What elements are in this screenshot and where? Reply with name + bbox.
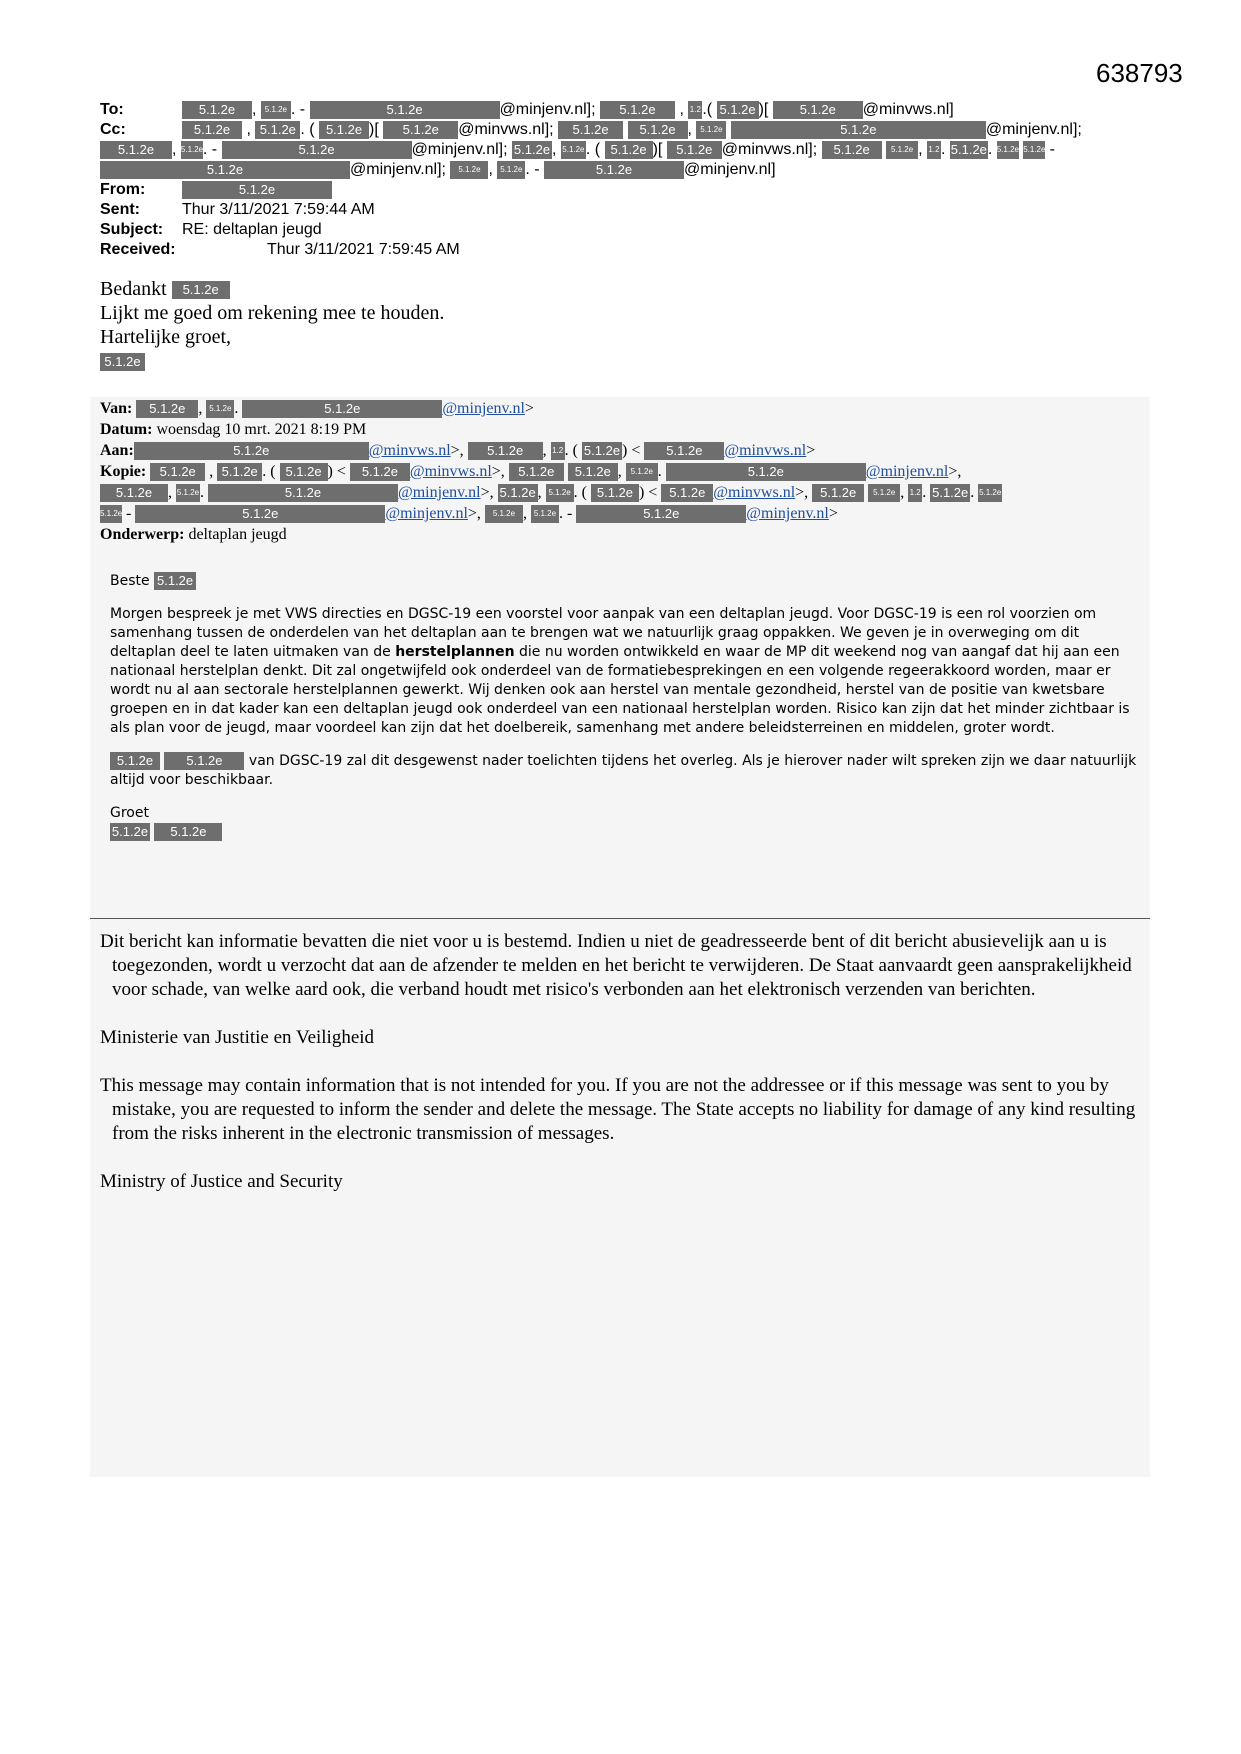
onderwerp-value: deltaplan jeugd	[188, 526, 287, 543]
redaction: 5.1.2e	[568, 463, 618, 481]
email-link[interactable]: @minvws.nl	[409, 463, 492, 480]
redaction: 5.1.2e	[509, 463, 564, 481]
redaction: 5.1.2e	[150, 463, 205, 481]
redaction: 5.1.2e	[319, 121, 369, 139]
redaction: 5.1.2e	[886, 141, 918, 159]
greeting: Beste	[110, 573, 150, 589]
redaction: 5.1.2e	[544, 161, 684, 179]
reply-line: Lijkt me goed om rekening mee te houden.	[100, 302, 445, 324]
email-link[interactable]: @minjenv.nl	[398, 484, 481, 501]
redaction: 5.1.2e	[310, 101, 500, 119]
email-link[interactable]: @minjenv.nl	[385, 505, 468, 522]
redaction: 5.1.2e	[261, 101, 291, 119]
redaction: 5.1.2e	[350, 463, 410, 481]
received-row	[100, 240, 1155, 260]
email-domain: @minvws.nl]	[862, 101, 954, 118]
redaction: 5.1.2e	[812, 484, 864, 502]
redaction: 5.1.2e	[176, 484, 200, 502]
to-row: To: 5.1.2e , 5.1.2e . - 5.1.2e @minjenv.nl]; 5.1.2e , 1.2.( 5.1.2e )[ 5.1.2e @minvws.nl]	[100, 101, 954, 118]
kopie-row: Kopie: 5.1.2e , 5.1.2e . ( 5.1.2e ) < 5.1.2e @minvws.nl>, 5.1.2e 5.1.2e , 5.1.2e . 5.1.2e @minjenv.nl>,	[100, 463, 962, 480]
van-row: Van: 5.1.2e , 5.1.2e . 5.1.2e @minjenv.nl>	[100, 400, 534, 417]
email-link[interactable]: @minjenv.nl	[746, 505, 829, 522]
redaction: 5.1.2e	[182, 181, 332, 199]
kopie-row-cont: 5.1.2e , 5.1.2e. 5.1.2e @minjenv.nl>, 5.1.2e , 5.1.2e . ( 5.1.2e ) < 5.1.2e @minvws.nl>, 5.1.2e 5.1.2e , 1.2. 5.1.2e . 5.1.2e	[100, 482, 1150, 503]
redaction: 5.1.2e	[667, 141, 722, 159]
redaction: 5.1.2e	[255, 121, 300, 139]
onderwerp-row	[100, 524, 1150, 545]
received-label: Received:	[100, 241, 176, 258]
reply-line	[100, 277, 444, 301]
redaction: 5.1.2e	[576, 505, 746, 523]
redaction: 5.1.2e	[181, 141, 203, 159]
redaction: 5.1.2e	[773, 101, 863, 119]
received-value: Thur 3/11/2021 7:59:45 AM	[267, 241, 460, 258]
cc-row-cont: 5.1.2e , 5.1.2e. - 5.1.2e @minjenv.nl]; 5.1.2e , 5.1.2e. ( 5.1.2e )[ 5.1.2e @minvws.nl]; 5.1.2e 5.1.2e , 1.2. 5.1.2e. 5.1.2e 5.1.2e -	[100, 140, 1155, 160]
disclaimer	[100, 930, 1140, 1218]
redaction: 5.1.2e	[997, 141, 1019, 159]
redaction: 5.1.2e	[135, 505, 385, 523]
email-link[interactable]: @minvws.nl	[368, 442, 451, 459]
redaction: 1.2	[688, 101, 702, 119]
redaction: 5.1.2e	[134, 442, 369, 460]
redaction: 5.1.2e	[513, 141, 551, 157]
sent-label: Sent:	[100, 201, 140, 218]
email-domain: @minjenv.nl];	[499, 101, 596, 118]
redaction: 5.1.2e	[558, 121, 623, 139]
redaction: 5.1.2e	[182, 121, 242, 139]
redaction: 5.1.2e	[868, 484, 900, 502]
from-row	[100, 180, 1155, 200]
email-domain: @minvws.nl];	[721, 141, 818, 158]
redaction: 5.1.2e	[661, 484, 713, 502]
sent-row	[100, 200, 1155, 220]
van-label: Van:	[100, 400, 133, 417]
datum-value: woensdag 10 mrt. 2021 8:19 PM	[156, 421, 367, 438]
redaction: 5.1.2e	[208, 484, 398, 502]
redaction: 5.1.2e	[1023, 141, 1045, 159]
email-domain: @minjenv.nl]	[684, 161, 776, 178]
cc-label: Cc:	[100, 121, 126, 138]
message-text: Morgen bespreek je met VWS directies en DGSC-19 een voorstel voor aanpak van een deltaplan jeugd. Voor DGSC-19 is een rol voorzien om samenhang tussen de onderdelen van het deltaplan aan te brengen wat we natuurlijk graag oppakken. We geven je in overweging om dit deltaplan deel te laten uitmaken van de	[110, 606, 1097, 660]
redaction: 5.1.2e	[111, 824, 149, 839]
redaction: 5.1.2e	[950, 141, 987, 157]
message-bold: herstelplannen	[395, 644, 515, 660]
redaction: 1.2	[908, 484, 922, 502]
redaction: 5.1.2e	[172, 281, 230, 299]
redaction: 5.1.2e	[468, 442, 543, 460]
disclaimer-en: This message may contain information that is not intended for you. If you are not the addressee or if this message was sent to you by mistake, you are requested to inform the sender and delete the message. The State accepts no liability for damage of any kind resulting from the risks inherent in the electronic transmission of messages.	[100, 1075, 1136, 1144]
redaction: 5.1.2e	[217, 463, 262, 481]
redaction: 5.1.2e	[280, 463, 328, 481]
email-link[interactable]: @minjenv.nl	[442, 400, 525, 417]
redaction: 5.1.2e	[628, 121, 688, 139]
datum-label: Datum:	[100, 421, 153, 438]
redaction: 5.1.2e	[182, 101, 252, 119]
email-domain: @minjenv.nl];	[350, 161, 446, 178]
closing: Groet	[110, 805, 149, 821]
redaction: 5.1.2e	[531, 505, 559, 523]
redaction: 5.1.2e	[383, 121, 458, 139]
redaction: 5.1.2e	[100, 141, 172, 159]
redaction: 5.1.2e	[497, 161, 525, 179]
disclaimer-nl-org: Ministerie van Justitie en Veiligheid	[100, 1027, 375, 1048]
redaction: 5.1.2e	[932, 485, 969, 501]
email-domain: @minjenv.nl];	[985, 121, 1082, 138]
redaction: 5.1.2e	[100, 484, 168, 502]
reply-body	[100, 277, 444, 373]
redaction: 5.1.2e	[600, 101, 675, 119]
reply-line: Hartelijke groet,	[100, 326, 232, 348]
email-header	[100, 100, 1155, 260]
redaction: 5.1.2e	[485, 505, 523, 523]
redaction: 5.1.2e	[561, 141, 586, 159]
document-number: 638793	[1096, 58, 1183, 88]
redaction: 5.1.2e	[100, 505, 122, 523]
cc-row-cont: 5.1.2e @minjenv.nl]; 5.1.2e , 5.1.2e . - 5.1.2e @minjenv.nl]	[100, 160, 1155, 180]
redaction: 5.1.2e	[222, 141, 412, 159]
redaction: 5.1.2e	[644, 442, 724, 460]
datum-row	[100, 419, 1150, 440]
redaction: 5.1.2e	[583, 443, 621, 459]
email-domain: @minvws.nl];	[458, 121, 554, 138]
redaction: 5.1.2e	[154, 823, 222, 841]
email-link[interactable]: @minvws.nl	[713, 484, 796, 501]
quoted-message	[110, 572, 1140, 842]
kopie-label: Kopie:	[100, 463, 147, 480]
greeting-line	[110, 572, 1140, 591]
redaction: 5.1.2e	[978, 484, 1002, 502]
disclaimer-en-org: Ministry of Justice and Security	[100, 1171, 343, 1192]
subject-row	[100, 220, 1155, 240]
redaction: 5.1.2e	[154, 572, 196, 590]
disclaimer-nl: Dit bericht kan informatie bevatten die niet voor u is bestemd. Indien u niet de geadresseerde bent of dit bericht abusievelijk aan u is toegezonden, wordt u verzocht dat aan de afzender te melden en het bericht te verwijderen. De Staat aanvaardt geen aansprakelijkheid voor schade, van welke aard ook, die verband houdt met risico's verbonden aan het elektronisch verzenden van berichten.	[100, 931, 1132, 1000]
reply-signature	[100, 349, 444, 373]
cc-row: Cc: 5.1.2e , 5.1.2e . ( 5.1.2e )[ 5.1.2e @minvws.nl]; 5.1.2e 5.1.2e , 5.1.2e 5.1.2e @minjenv.nl];	[100, 121, 1082, 138]
redaction: 5.1.2e	[450, 161, 488, 179]
redaction: 5.1.2e	[696, 121, 726, 139]
redaction: 1.2	[551, 442, 565, 460]
from-label: From:	[100, 181, 146, 198]
redaction: 5.1.2e	[591, 484, 639, 502]
redaction: 5.1.2e	[242, 400, 442, 418]
aan-label: Aan:	[100, 442, 134, 459]
subject-value: RE: deltaplan jeugd	[182, 221, 322, 238]
email-domain: @minjenv.nl];	[411, 141, 508, 158]
redaction: 5.1.2e	[626, 463, 658, 481]
redaction: 5.1.2e	[164, 752, 244, 770]
message-text: van DGSC-19 zal dit desgewenst nader toelichten tijdens het overleg. Als je hierover nader wilt spreken zijn we daar natuurlijk altijd voor beschikbaar.	[110, 753, 1137, 788]
quoted-header	[100, 398, 1150, 545]
redaction: 5.1.2e	[666, 463, 866, 481]
reply-thanks: Bedankt	[100, 278, 167, 300]
redaction: 5.1.2e	[822, 141, 882, 159]
email-link[interactable]: @minjenv.nl	[865, 463, 949, 480]
redaction: 5.1.2e	[499, 485, 536, 501]
aan-row: Aan: 5.1.2e @minvws.nl>, 5.1.2e , 1.2. ( 5.1.2e ) < 5.1.2e @minvws.nl>	[100, 442, 816, 459]
email-link[interactable]: @minvws.nl	[724, 442, 807, 459]
redaction: 5.1.2e	[136, 400, 198, 418]
redaction: 5.1.2e	[100, 161, 350, 179]
sent-value: Thur 3/11/2021 7:59:44 AM	[182, 201, 375, 218]
redaction: 5.1.2e	[717, 101, 759, 119]
separator-line	[90, 918, 1150, 919]
message-paragraph	[110, 605, 1140, 738]
redaction: 5.1.2e	[605, 141, 653, 159]
to-label: To:	[100, 101, 124, 118]
redaction: 5.1.2e	[110, 752, 160, 770]
redaction: 5.1.2e	[546, 484, 574, 502]
redaction: 1.2	[927, 141, 941, 159]
signature	[110, 823, 1140, 842]
message-text: die nu worden ontwikkeld en waar de MP dit weekend nog van aangaf dat hij aan een nationaal herstelplan denkt. Dit zal ongetwijfeld ook onderdeel van de formatiebesprekingen en een volgende regeerakkoord worden, maar er wordt nu al aan sectorale herstelplannen gewerkt. Wij denken ook aan herstel van mentale gezondheid, herstel van de positie van kwetsbare groepen en in dat kader kan een deltaplan jeugd ook onderdeel van een nationaal herstelplan worden. Risico kan zijn dat het minder zichtbaar is als plan voor de jeugd, maar voordeel kan zijn dat het doelbereik, samenhang met andere beleidsterreinen en middelen, groter wordt.	[110, 644, 1130, 736]
redaction: 5.1.2e	[100, 353, 145, 371]
subject-label: Subject:	[100, 221, 164, 238]
redaction: 5.1.2e	[731, 121, 986, 139]
redaction: 5.1.2e	[206, 400, 234, 418]
kopie-row-cont: 5.1.2e - 5.1.2e @minjenv.nl>, 5.1.2e , 5.1.2e . - 5.1.2e @minjenv.nl>	[100, 505, 838, 522]
message-paragraph	[110, 752, 1140, 790]
onderwerp-label: Onderwerp:	[100, 526, 185, 543]
